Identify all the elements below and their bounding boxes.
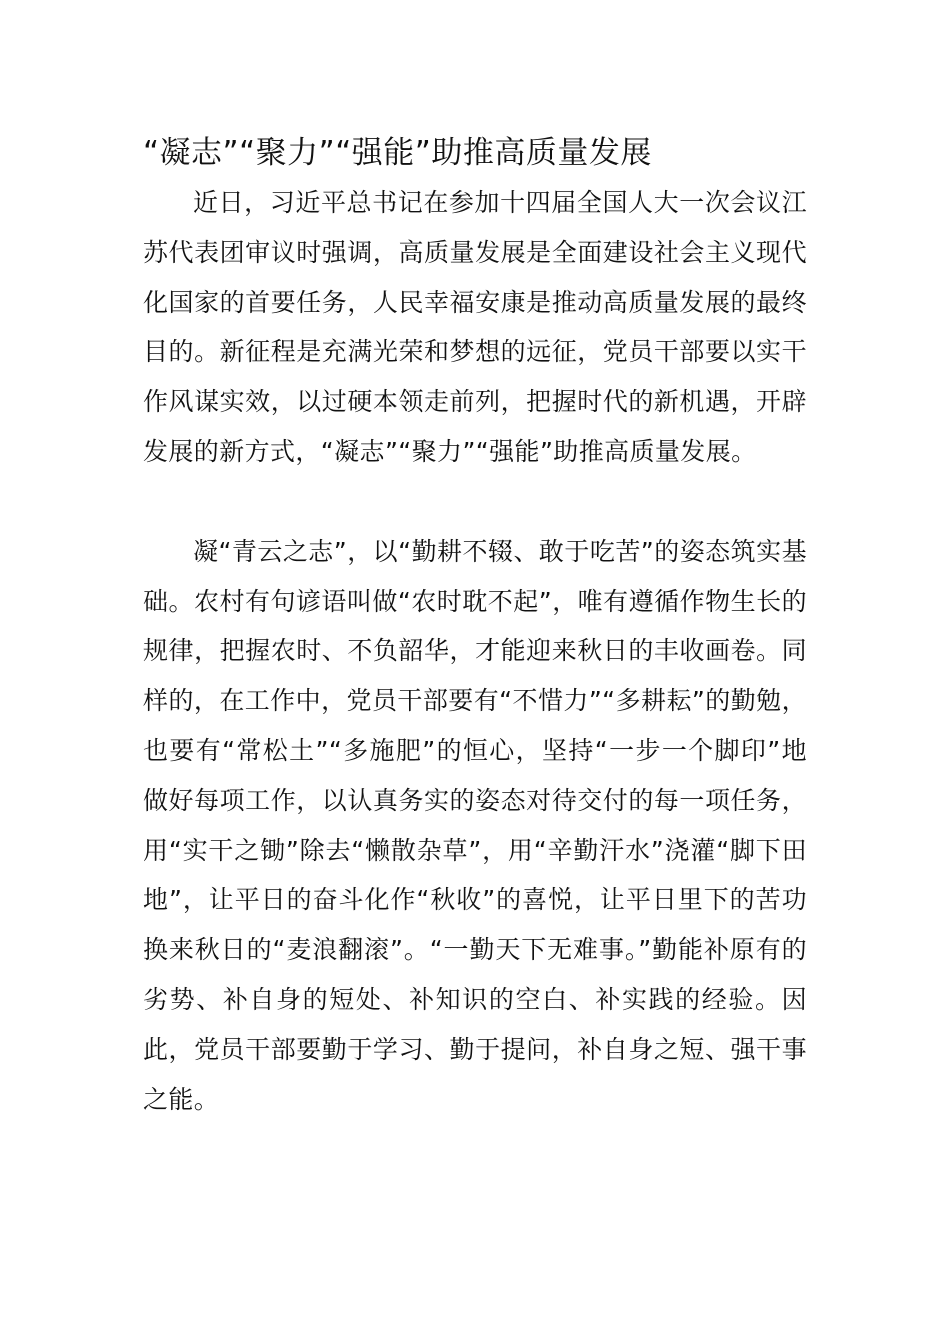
document-body [143, 128, 807, 1124]
paragraph-intro: 近日，习近平总书记在参加十四届全国人大一次会议江苏代表团审议时强调，高质量发展是全面建设社会主义现代化国家的首要任务，人民幸福安康是推动高质量发展的最终目的。新征程是充满光荣和梦想的远征，党员干部要以实干作风谋实效，以过硬本领走前列，把握时代的新机遇，开辟发展的新方式，“凝志”“聚力”“强能”助推高质量发展。 [143, 188, 807, 466]
document-title: “凝志”“聚力”“强能”助推高质量发展 [143, 135, 652, 171]
paragraph-ningzhi: 凝“青云之志”，以“勤耕不辍、敢于吃苦”的姿态筑实基础。农村有句谚语叫做“农时耽不起”，唯有遵循作物生长的规律，把握农时、不负韶华，才能迎来秋日的丰收画卷。同样的，在工作中，党员干部要有“不惜力”“多耕耘”的勤勉，也要有“常松土”“多施肥”的恒心，坚持“一步一个脚印”地做好每项工作，以认真务实的姿态对待交付的每一项任务，用“实干之锄”除去“懒散杂草”，用“辛勤汗水”浇灌“脚下田地”，让平日的奋斗化作“秋收”的喜悦，让平日里下的苦功换来秋日的“麦浪翻滚”。“一勤天下无难事。”勤能补原有的劣势、补自身的短处、补知识的空白、补实践的经验。因此，党员干部要勤于学习、勤于提问，补自身之短、强干事之能。 [143, 536, 807, 1114]
